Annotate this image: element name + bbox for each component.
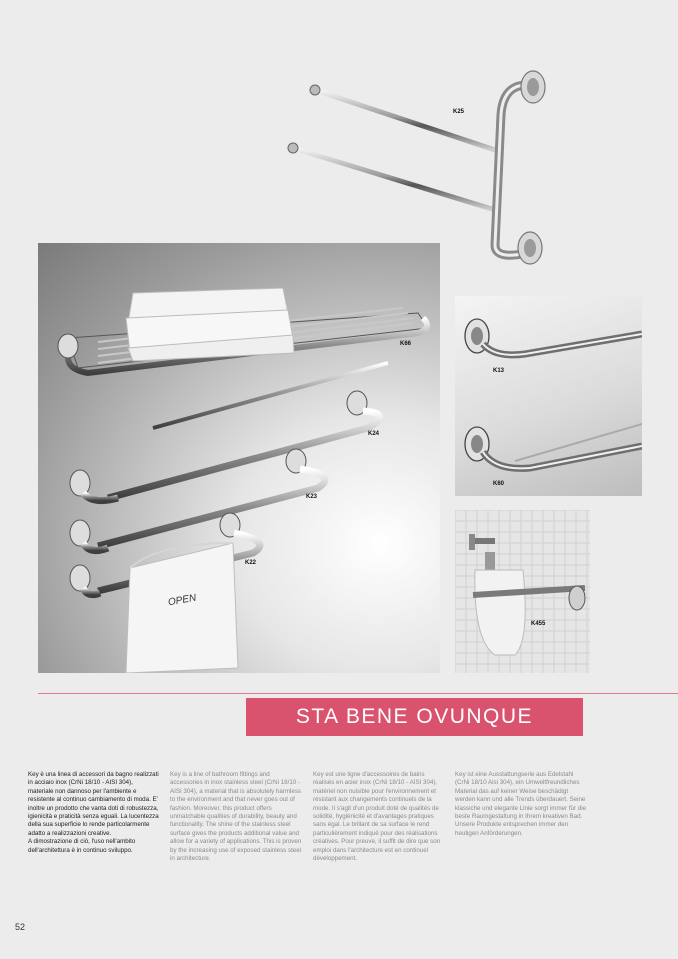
page-number: 52 bbox=[15, 922, 26, 932]
swivel-towel-rail-icon bbox=[275, 55, 575, 270]
towel-brand-text: OPEN bbox=[167, 592, 198, 609]
paragraph: Key è una linea di accessori da bagno realizzati in acciaio inox (CrNi 18/10 - AISI 304), materiale non dannoso per l'ambiente e resistente al continuo cambiamento di moda. E' inoltre un prodotto che vanta doti di robustezza, igienicità e praticità senza eguali. La lucentezza della sua superficie lo rende particolarmente adatto a realizzazioni creative. bbox=[28, 771, 159, 837]
label-k13: K13 bbox=[493, 368, 505, 374]
paragraph: Key est une ligne d'accessoires de bains réalisés en acier inox (CrNi 18/10 - AISI 304), matériel non nuisible pour l'environnement et résistant aux changements continuels de la mode. Il s'agit d'un produit doté de qualités de solidité, hygiénicité et d'avantages pratiques sans égal. Le brillant de sa surface le rend particulièrement indiqué pour des réalisations créatives. Pour preuve, il suffit de dire que son emploi dans l'architecture est en continuel développement. bbox=[313, 771, 441, 863]
section-banner: STA BENE OVUNQUE bbox=[246, 698, 583, 736]
label-k66: K66 bbox=[400, 341, 412, 347]
label-k24: K24 bbox=[368, 431, 380, 437]
label-k25: K25 bbox=[453, 109, 465, 115]
text-column-french bbox=[313, 771, 445, 863]
text-column-english bbox=[170, 771, 302, 863]
label-k455: K455 bbox=[531, 621, 546, 627]
towel-rails-icon bbox=[38, 243, 440, 673]
hero-photo bbox=[38, 243, 440, 673]
divider-line bbox=[38, 693, 678, 694]
product-photo-k25 bbox=[275, 55, 575, 270]
product-photo-k455 bbox=[455, 510, 590, 673]
wall-rails-icon bbox=[455, 296, 642, 496]
paragraph: Key is a line of bathroom fittings and accessories in inox stainless steel (CrNi 18/10 - AISI 304), a material that is absolutely harmless to the environment and that never goes out of fashion. Moreover, this product offers unmatchable qualities of durability, beauty and functionality. The shine of the stainless steel surface gives the products additional value and allow for a variety of applications. This is proven by the increasing use of exposed stainless steel in architecture. bbox=[170, 771, 302, 863]
text-column-german bbox=[455, 771, 587, 838]
soap-dispenser-icon bbox=[455, 510, 590, 673]
label-k22: K22 bbox=[245, 560, 257, 566]
product-photo-k13-k60 bbox=[455, 296, 642, 496]
label-k23: K23 bbox=[306, 494, 318, 500]
text-column-italian bbox=[28, 771, 160, 855]
label-k60: K60 bbox=[493, 481, 505, 487]
paragraph: A dimostrazione di ciò, l'uso nell'ambito dell'architettura è in continuo sviluppo. bbox=[28, 838, 136, 854]
paragraph: Key ist eine Ausstattungserie aus Edelstahl (CrNi 18/10 Aisi 304), ein Umweltfreundliches Material das auf keiner Weise beschädigt werden kann und alle Trends überdauert. Seine klassiche und elegante Linie sorgt immer für die beste Raumgestaltung in Ihrem kreativen Bad. Unsere Produkte entsprechen immer den heutigen Anförderungen. bbox=[455, 771, 587, 837]
